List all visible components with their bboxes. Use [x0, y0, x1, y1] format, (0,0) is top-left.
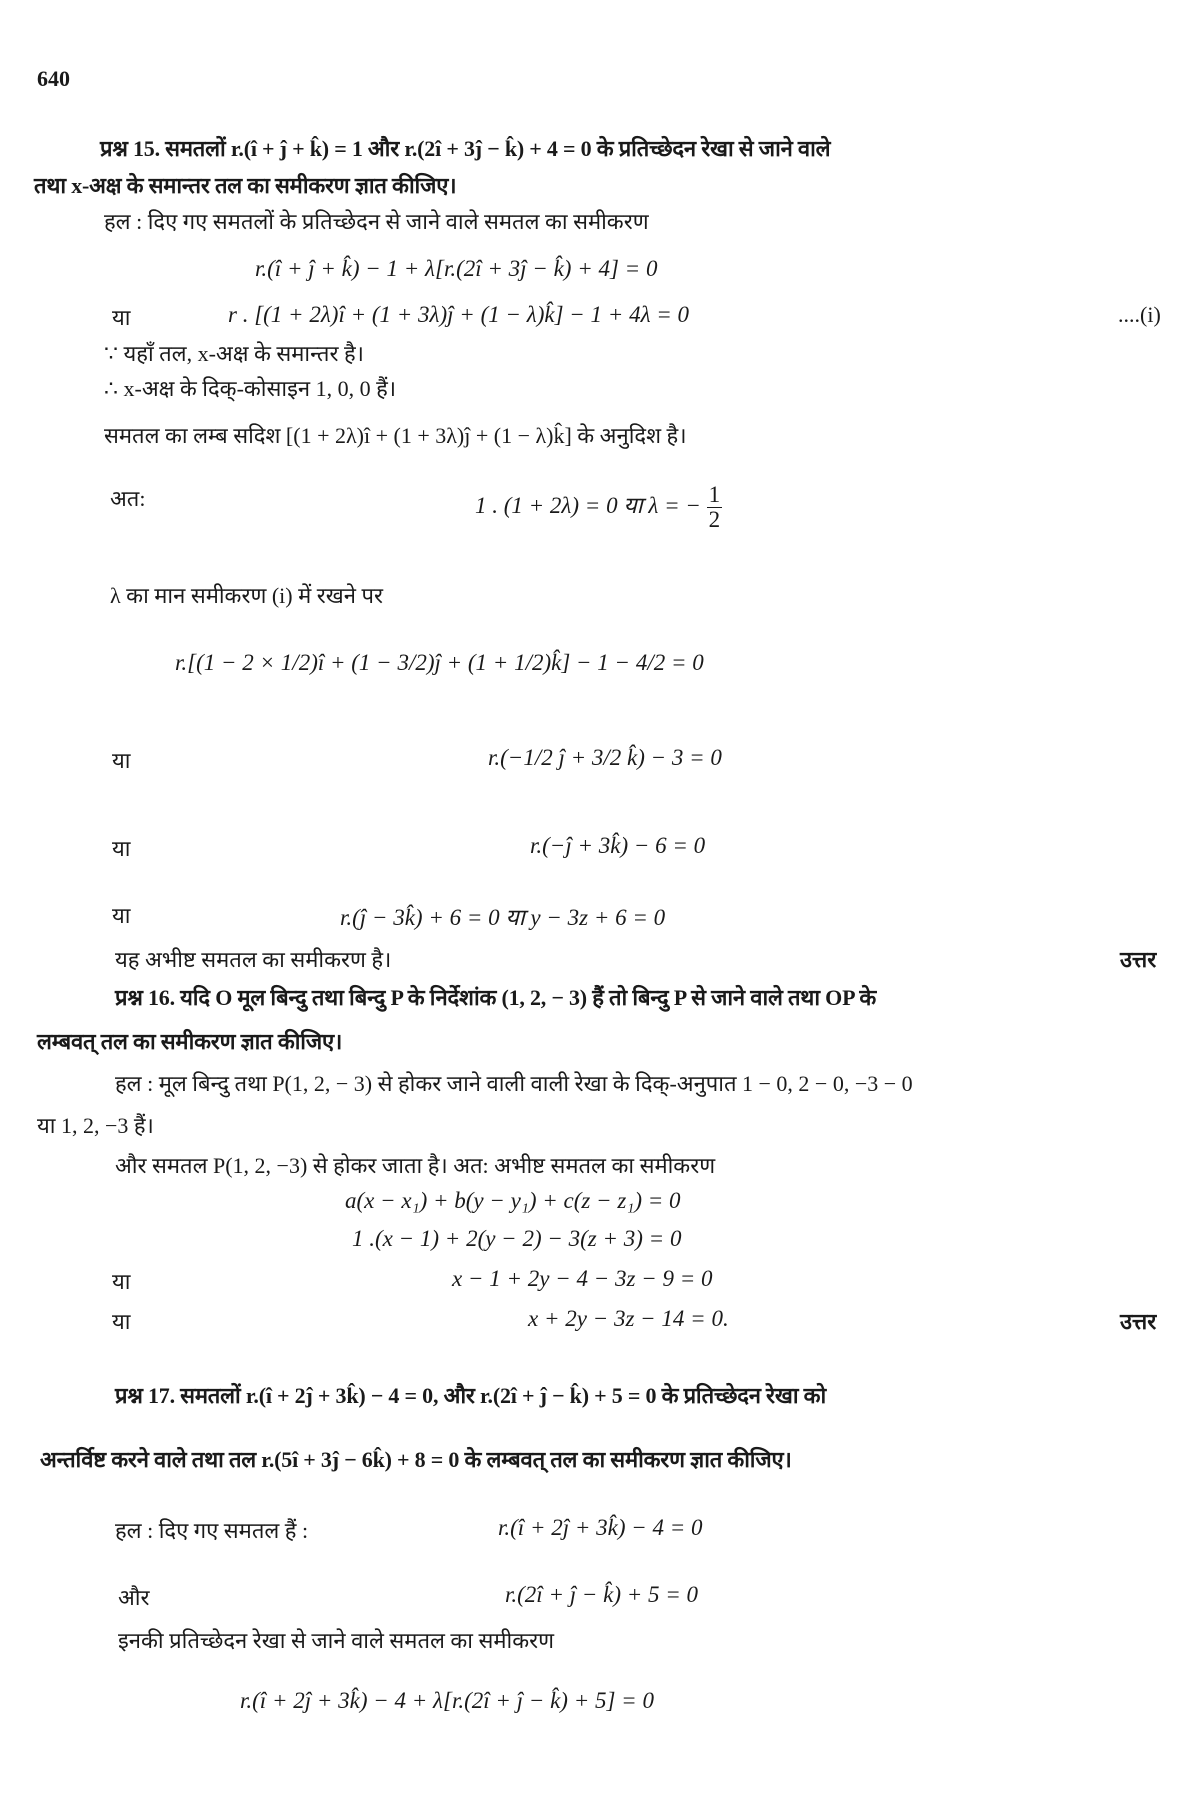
q15-or-label-2: या	[112, 748, 131, 773]
q16-equation-4: x + 2y − 3z − 14 = 0.	[528, 1306, 729, 1331]
q15-equation-6: r.(−ĵ + 3k̂) − 6 = 0	[530, 833, 706, 858]
q15-therefore-line: ∴ x-अक्ष के दिक्-कोसाइन 1, 0, 0 हैं।	[104, 376, 397, 401]
q17-given-equation-2: r.(2î + ĵ − k̂) + 5 = 0	[505, 1582, 699, 1607]
q16-solution-line2: या 1, 2, −3 हैं।	[37, 1113, 154, 1138]
q15-equation-1: r.(î + ĵ + k̂) − 1 + λ[r.(2î + 3ĵ − k̂) + 4] = 0	[255, 256, 658, 281]
q17-given-equation-1: r.(î + 2ĵ + 3k̂) − 4 = 0	[498, 1515, 703, 1540]
page-number: 640	[37, 66, 70, 91]
q15-or-label-3: या	[112, 836, 131, 861]
q15-equation-5: r.(−1/2 ĵ + 3/2 k̂) − 3 = 0	[488, 745, 722, 770]
q16-or-label-2: या	[112, 1309, 131, 1334]
q15-or-label-4: या	[112, 903, 131, 928]
q17-intersection-line: इनकी प्रतिच्छेदन रेखा से जाने वाले समतल का समीकरण	[118, 1628, 555, 1653]
q15-solution-intro: हल : दिए गए समतलों के प्रतिच्छेदन से जाने वाले समतल का समीकरण	[104, 209, 649, 234]
q15-conclusion: यह अभीष्ट समतल का समीकरण है।	[115, 947, 392, 972]
q15-substitution-line: λ का मान समीकरण (i) में रखने पर	[110, 583, 383, 608]
q15-normal-vector-line: समतल का लम्ब सदिश [(1 + 2λ)î + (1 + 3λ)ĵ + (1 − λ)k̂] के अनुदिश है।	[104, 423, 687, 448]
q16-equation-2: 1 .(x − 1) + 2(y − 2) − 3(z + 3) = 0	[352, 1226, 682, 1251]
q16-solution-line3: और समतल P(1, 2, −3) से होकर जाता है। अत: अभीष्ट समतल का समीकरण	[115, 1153, 716, 1178]
q15-equation-tag: ....(i)	[1118, 302, 1161, 327]
q15-equation-4: r.[(1 − 2 × 1/2)î + (1 − 3/2)ĵ + (1 + 1/2)k̂] − 1 − 4/2 = 0	[175, 650, 704, 675]
q16-equation-3: x − 1 + 2y − 4 − 3z − 9 = 0	[452, 1266, 713, 1291]
q15-statement-line2: तथा x-अक्ष के समान्तर तल का समीकरण ज्ञात कीजिए।	[34, 173, 457, 198]
q15-since-line: ∵ यहाँ तल, x-अक्ष के समान्तर है।	[104, 341, 364, 366]
q17-statement-line1: प्रश्न 17. समतलों r.(î + 2ĵ + 3k̂) − 4 = 0, और r.(2î + ĵ − k̂) + 5 = 0 के प्रतिच्छेदन रेखा को	[115, 1383, 827, 1408]
q17-and-label: और	[118, 1585, 150, 1610]
fraction-denominator: 2	[708, 507, 721, 533]
q16-or-label-1: या	[112, 1269, 131, 1294]
q15-or-label-1: या	[112, 305, 131, 330]
q15-statement-line1: प्रश्न 15. समतलों r.(î + ĵ + k̂) = 1 और r.(2î + 3ĵ − k̂) + 4 = 0 के प्रतिच्छेदन रेखा से जाने वाले	[100, 136, 831, 161]
q15-equation-2: r . [(1 + 2λ)î + (1 + 3λ)ĵ + (1 − λ)k̂] − 1 + 4λ = 0	[228, 302, 690, 327]
fraction-numerator: 1	[708, 482, 721, 507]
q17-equation-1: r.(î + 2ĵ + 3k̂) − 4 + λ[r.(2î + ĵ − k̂) + 5] = 0	[240, 1688, 654, 1713]
q17-given-label: हल : दिए गए समतल हैं :	[115, 1518, 309, 1543]
q16-equation-1: a(x − x₁) + b(y − y₁) + c(z − z₁) = 0	[345, 1188, 681, 1213]
q16-statement-line2: लम्बवत् तल का समीकरण ज्ञात कीजिए।	[37, 1029, 343, 1054]
q16-statement-line1: प्रश्न 16. यदि O मूल बिन्दु तथा बिन्दु P के निर्देशांक (1, 2, − 3) हैं तो बिन्दु P से जाने वाले तथा OP के	[115, 985, 877, 1010]
q15-fraction-one-half	[707, 483, 723, 532]
q16-solution-line1: हल : मूल बिन्दु तथा P(1, 2, − 3) से होकर जाने वाली वाली रेखा के दिक्-अनुपात 1 − 0, 2 − 0, −3 − 0	[115, 1071, 913, 1096]
q17-statement-line2: अन्तर्विष्ट करने वाले तथा तल r.(5î + 3ĵ − 6k̂) + 8 = 0 के लम्बवत् तल का समीकरण ज्ञात कीजिए।	[40, 1447, 792, 1472]
q15-hence-label: अत:	[110, 486, 146, 511]
q15-equation-7: r.(ĵ − 3k̂) + 6 = 0 या y − 3z + 6 = 0	[340, 905, 666, 930]
q15-equation-3-text: 1 . (1 + 2λ) = 0 या λ = −	[475, 492, 701, 518]
q16-answer-label: उत्तर	[1120, 1309, 1157, 1334]
q15-equation-3	[475, 483, 722, 532]
q15-answer-label: उत्तर	[1120, 947, 1157, 972]
